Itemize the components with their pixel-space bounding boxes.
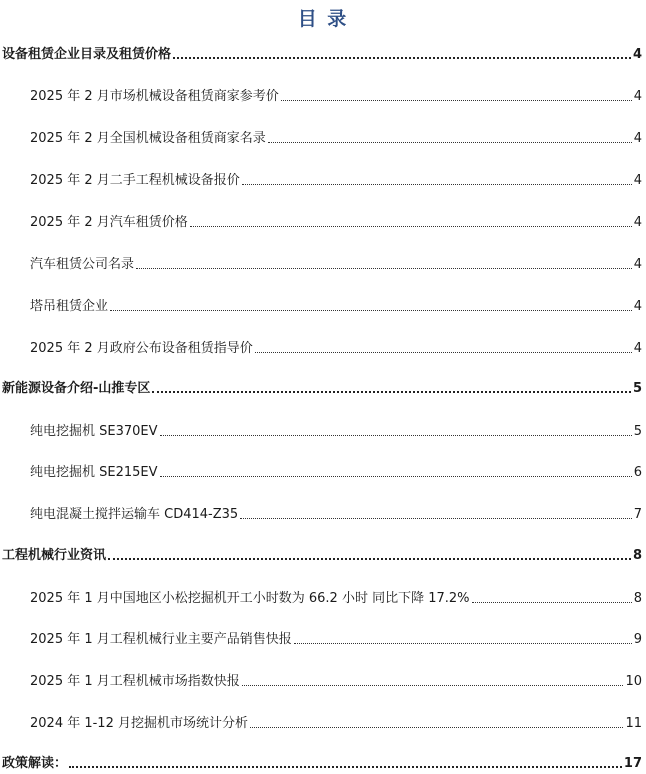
toc-entry-page: 4: [633, 257, 642, 272]
toc-entry[interactable]: [2, 545, 642, 565]
toc-leader-dots: [242, 685, 624, 686]
toc-entry-text: 2025 年 2 月全国机械设备租赁商家名录: [30, 131, 266, 146]
toc-leader-dots: [190, 226, 632, 227]
toc-entry[interactable]: [30, 588, 642, 608]
toc-entry-text: 2024 年 1-12 月挖掘机市场统计分析: [30, 716, 248, 731]
toc-entry-page: 9: [633, 632, 642, 647]
toc-entry-page: 8: [633, 591, 642, 606]
toc-entry-page: 8: [632, 548, 642, 563]
toc-entry[interactable]: [30, 338, 642, 358]
toc-entry-page: 5: [633, 424, 642, 439]
toc-leader-dots: [281, 100, 632, 101]
toc-entry[interactable]: [30, 128, 642, 148]
toc-entry-text: 新能源设备介绍-山推专区: [2, 381, 151, 396]
toc-entry-text: 纯电挖掘机 SE215EV: [30, 465, 158, 480]
toc-entry-text: 纯电挖掘机 SE370EV: [30, 424, 158, 439]
toc-entry[interactable]: [30, 254, 642, 274]
toc-leader-dots: [69, 766, 622, 768]
toc-leader-dots: [160, 435, 632, 436]
toc-entry-text: 设备租赁企业目录及租赁价格: [2, 47, 172, 62]
toc-entry-page: 4: [632, 47, 642, 62]
toc-entry-text: 2025 年 2 月二手工程机械设备报价: [30, 173, 240, 188]
toc-leader-dots: [152, 391, 631, 393]
toc-entry[interactable]: [2, 753, 642, 773]
toc-entry-page: 17: [623, 756, 642, 771]
toc-entry-page: 4: [633, 89, 642, 104]
toc-entry[interactable]: [30, 212, 642, 232]
toc-entry-page: 4: [633, 215, 642, 230]
toc-entry-page: 4: [633, 173, 642, 188]
toc-entry-page: 4: [633, 341, 642, 356]
toc-entry[interactable]: [30, 462, 642, 482]
toc-entry-text: 政策解读：: [2, 756, 68, 771]
toc-entry[interactable]: [30, 421, 642, 441]
toc-entry[interactable]: [30, 713, 642, 733]
toc-leader-dots: [110, 310, 632, 311]
toc-leader-dots: [255, 352, 632, 353]
toc-leader-dots: [108, 558, 631, 560]
toc-entry-text: 2025 年 1 月工程机械市场指数快报: [30, 674, 240, 689]
toc-leader-dots: [294, 643, 632, 644]
toc-entry-page: 4: [633, 131, 642, 146]
toc-entry-page: 10: [625, 674, 642, 689]
toc-entry-page: 11: [625, 716, 642, 731]
toc-entry[interactable]: [30, 629, 642, 649]
toc-entry-page: 7: [633, 507, 642, 522]
toc-leader-dots: [242, 184, 632, 185]
toc-entry-page: 4: [633, 299, 642, 314]
toc-entry[interactable]: [30, 671, 642, 691]
toc-entry-text: 塔吊租赁企业: [30, 299, 109, 314]
toc-entry[interactable]: [30, 504, 642, 524]
toc-leader-dots: [268, 142, 632, 143]
toc-entry[interactable]: [2, 44, 642, 64]
toc-entry-text: 工程机械行业资讯: [2, 548, 107, 563]
toc-entry-page: 5: [632, 381, 642, 396]
toc-leader-dots: [250, 727, 623, 728]
toc-entry-text: 2025 年 2 月汽车租赁价格: [30, 215, 188, 230]
toc-entry[interactable]: [2, 378, 642, 398]
toc-leader-dots: [173, 57, 631, 59]
toc-title: 目 录: [297, 8, 349, 30]
toc-entry[interactable]: [30, 86, 642, 106]
toc-leader-dots: [240, 518, 632, 519]
toc-entry[interactable]: [30, 296, 642, 316]
toc-leader-dots: [160, 476, 632, 477]
toc-entry-page: 6: [633, 465, 642, 480]
toc-entry-text: 2025 年 1 月工程机械行业主要产品销售快报: [30, 632, 292, 647]
toc-leader-dots: [472, 602, 632, 603]
toc-leader-dots: [136, 268, 632, 269]
toc-entry-text: 2025 年 2 月政府公布设备租赁指导价: [30, 341, 253, 356]
toc-entry[interactable]: [30, 170, 642, 190]
toc-entry-text: 2025 年 1 月中国地区小松挖掘机开工小时数为 66.2 小时 同比下降 17.2%: [30, 591, 470, 606]
toc-entry-text: 汽车租赁公司名录: [30, 257, 135, 272]
toc-entry-text: 纯电混凝土搅拌运输车 CD414-Z35: [30, 507, 239, 522]
toc-entry-text: 2025 年 2 月市场机械设备租赁商家参考价: [30, 89, 279, 104]
